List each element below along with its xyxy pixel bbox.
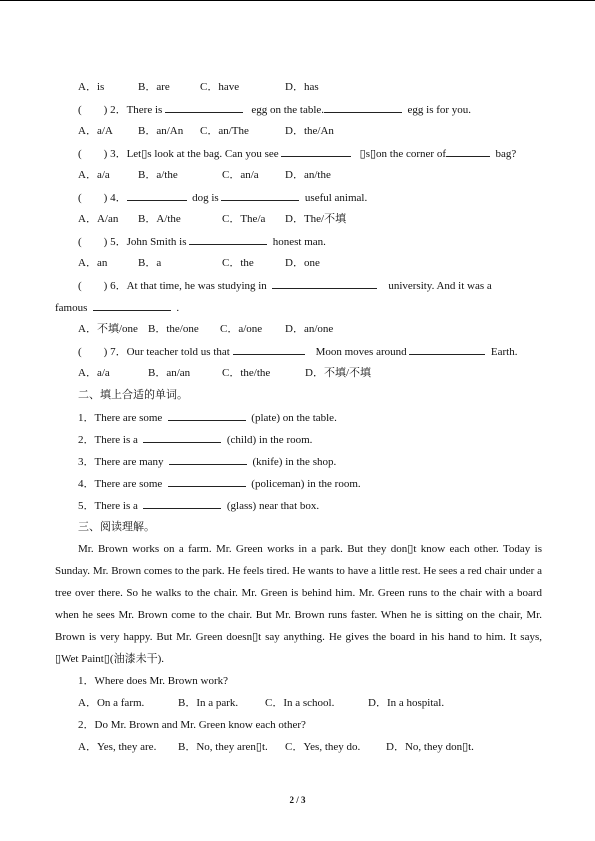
option-d: D．an/one — [285, 323, 334, 335]
option-b: B．the/one — [148, 323, 199, 335]
question-6-line-2: famous . — [55, 302, 180, 314]
option-c: C．the — [222, 257, 254, 269]
option-d: D．The/不填 — [285, 213, 347, 225]
answer-blank[interactable] — [189, 234, 267, 245]
question-7: ( ) 7．Our teacher told us that Moon moves around Earth. — [78, 346, 518, 358]
option-a: A．不填/one — [78, 323, 138, 335]
option-c: C．an/The — [200, 125, 249, 137]
reading-question-1: 1．Where does Mr. Brown work? — [78, 675, 228, 687]
fill-item-3: 3．There are many (knife) in the shop. — [78, 456, 337, 468]
option-c: C．a/one — [220, 323, 263, 335]
answer-blank[interactable] — [127, 190, 187, 201]
page-number: 2 / 3 — [289, 795, 306, 805]
option-a: A．Yes, they are. — [78, 741, 157, 753]
page-top-border — [0, 0, 595, 1]
section-2-title: 二、填上合适的单词。 — [78, 389, 188, 401]
option-c: C．In a school. — [265, 697, 335, 709]
option-b: B．In a park. — [178, 697, 239, 709]
fill-item-5: 5．There is a (glass) near that box. — [78, 500, 320, 512]
fill-item-4: 4．There are some (policeman) in the room. — [78, 478, 361, 490]
question-3: ( ) 3．Let▯s look at the bag. Can you see ▯s▯on the corner of bag? — [78, 148, 517, 160]
option-d: D．an/the — [285, 169, 331, 181]
answer-blank[interactable] — [272, 278, 377, 289]
section-3-title: 三、阅读理解。 — [78, 521, 155, 533]
option-a: A．is — [78, 81, 105, 93]
answer-blank[interactable] — [281, 146, 351, 157]
fill-item-2: 2．There is a (child) in the room. — [78, 434, 313, 446]
answer-blank[interactable] — [324, 102, 402, 113]
option-d: D．has — [285, 81, 319, 93]
option-b: B．an/an — [148, 367, 191, 379]
reading-passage: Mr. Brown works on a farm. Mr. Green works in a park. But they don▯t know each other. Today is Sunday. Mr. Brown comes to the park. He feels tired. He wants to have a little rest. He sees a red chair under a tree over there. So he walks to the chair. Mr. Green is behind him. Mr. Green runs to the chair with a board when he sees Mr. Brown come to the chair. But Mr. Brown runs faster. When he is sitting on the chair, Mr. Brown is very happy. But Mr. Green doesn▯t say anything. He gives the board in his hand to him. It says, ▯Wet Paint▯(油漆未干). — [55, 543, 542, 665]
option-d: D．one — [285, 257, 320, 269]
answer-blank[interactable] — [93, 300, 171, 311]
answer-blank[interactable] — [409, 344, 485, 355]
option-b: B．a — [138, 257, 162, 269]
option-d: D．No, they don▯t. — [386, 741, 474, 753]
question-4: ( ) 4． dog is useful animal. — [78, 192, 368, 204]
option-b: B．A/the — [138, 213, 181, 225]
option-b: B．an/An — [138, 125, 184, 137]
answer-blank[interactable] — [233, 344, 305, 355]
option-c: C．the/the — [222, 367, 271, 379]
answer-blank[interactable] — [446, 146, 490, 157]
answer-blank[interactable] — [221, 190, 299, 201]
option-a: A．an — [78, 257, 108, 269]
option-a: A．a/a — [78, 169, 110, 181]
option-c: C．The/a — [222, 213, 266, 225]
question-6-line-1: ( ) 6．At that time, he was studying in university. And it was a — [78, 280, 492, 292]
option-c: C．Yes, they do. — [285, 741, 361, 753]
option-a: A．On a farm. — [78, 697, 145, 709]
option-d: D．不填/不填 — [305, 367, 371, 379]
fill-item-1: 1．There are some (plate) on the table. — [78, 412, 337, 424]
option-d: D．the/An — [285, 125, 334, 137]
answer-blank[interactable] — [168, 476, 246, 487]
option-a: A．A/an — [78, 213, 119, 225]
option-a: A．a/a — [78, 367, 110, 379]
option-c: C．have — [200, 81, 240, 93]
option-d: D．In a hospital. — [368, 697, 445, 709]
option-a: A．a/A — [78, 125, 113, 137]
answer-blank[interactable] — [143, 432, 221, 443]
option-b: B．a/the — [138, 169, 178, 181]
option-c: C．an/a — [222, 169, 259, 181]
option-b: B．No, they aren▯t. — [178, 741, 268, 753]
reading-question-2: 2．Do Mr. Brown and Mr. Green know each other? — [78, 719, 306, 731]
question-2: ( ) 2．There is egg on the table. egg is for you. — [78, 104, 472, 116]
answer-blank[interactable] — [165, 102, 243, 113]
answer-blank[interactable] — [143, 498, 221, 509]
option-b: B．are — [138, 81, 170, 93]
question-5: ( ) 5．John Smith is honest man. — [78, 236, 326, 248]
answer-blank[interactable] — [168, 410, 246, 421]
answer-blank[interactable] — [169, 454, 247, 465]
